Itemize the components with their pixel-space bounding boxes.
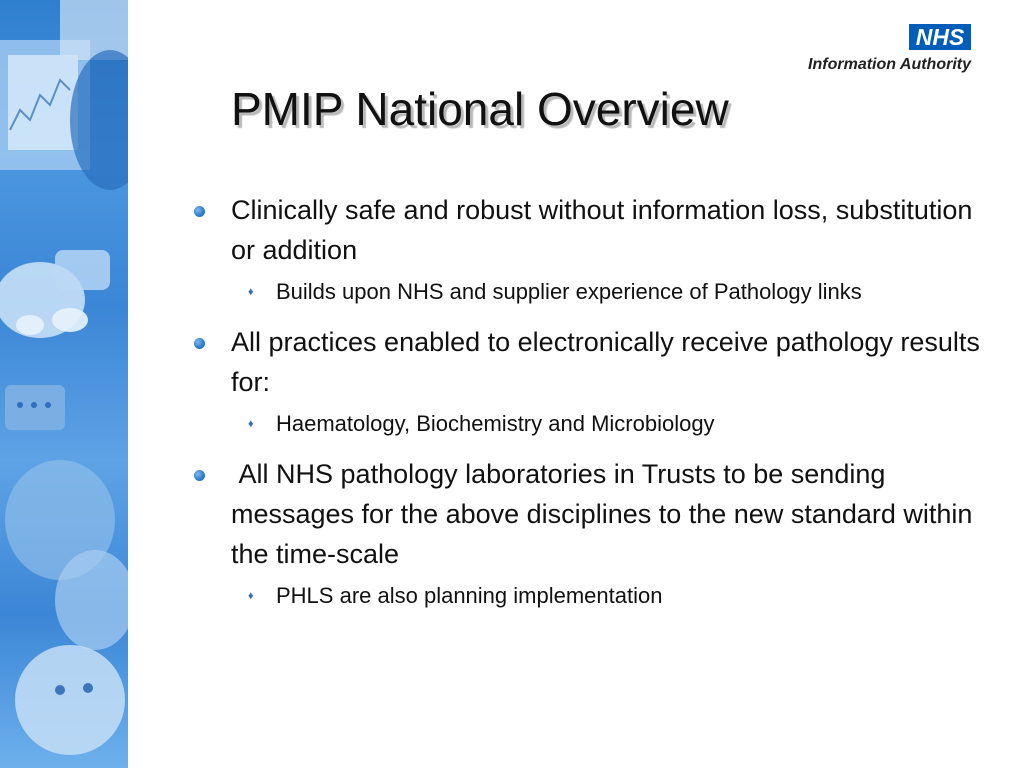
bullet-dot-icon <box>194 338 205 349</box>
bullet-text: All NHS pathology laboratories in Trusts to be sending messages for the above disciplines to the new standard within the time-scale <box>231 459 980 569</box>
bullet-text: Clinically safe and robust without information loss, substitution or addition <box>231 195 973 265</box>
photo-collage-image <box>0 0 128 768</box>
diamond-icon: ♦ <box>248 286 254 298</box>
bullet-text: All practices enabled to electronically receive pathology results for: <box>231 327 980 397</box>
bullet-item-1 <box>190 190 980 270</box>
bullet-item-3 <box>190 454 980 574</box>
sub-bullet-item-1-1 <box>190 276 980 308</box>
slide-title: PMIP National Overview <box>231 83 729 135</box>
bullet-dot-icon <box>194 206 205 217</box>
sub-bullet-item-3-1 <box>190 580 980 612</box>
nhs-badge-logo: NHS <box>909 24 971 50</box>
logo-organisation-name: Information Authority <box>808 56 971 73</box>
sub-bullet-text: Builds upon NHS and supplier experience of Pathology links <box>276 279 862 304</box>
decorative-photo-strip <box>0 0 128 768</box>
bullet-dot-icon <box>194 470 205 481</box>
diamond-icon: ♦ <box>248 590 254 602</box>
sub-bullet-text: PHLS are also planning implementation <box>276 583 663 608</box>
diamond-icon: ♦ <box>248 418 254 430</box>
nhs-logo <box>749 24 971 80</box>
bullet-list <box>190 190 980 612</box>
bullet-item-2 <box>190 322 980 402</box>
sub-bullet-text: Haematology, Biochemistry and Microbiology <box>276 411 715 436</box>
sub-bullet-item-2-1 <box>190 408 980 440</box>
